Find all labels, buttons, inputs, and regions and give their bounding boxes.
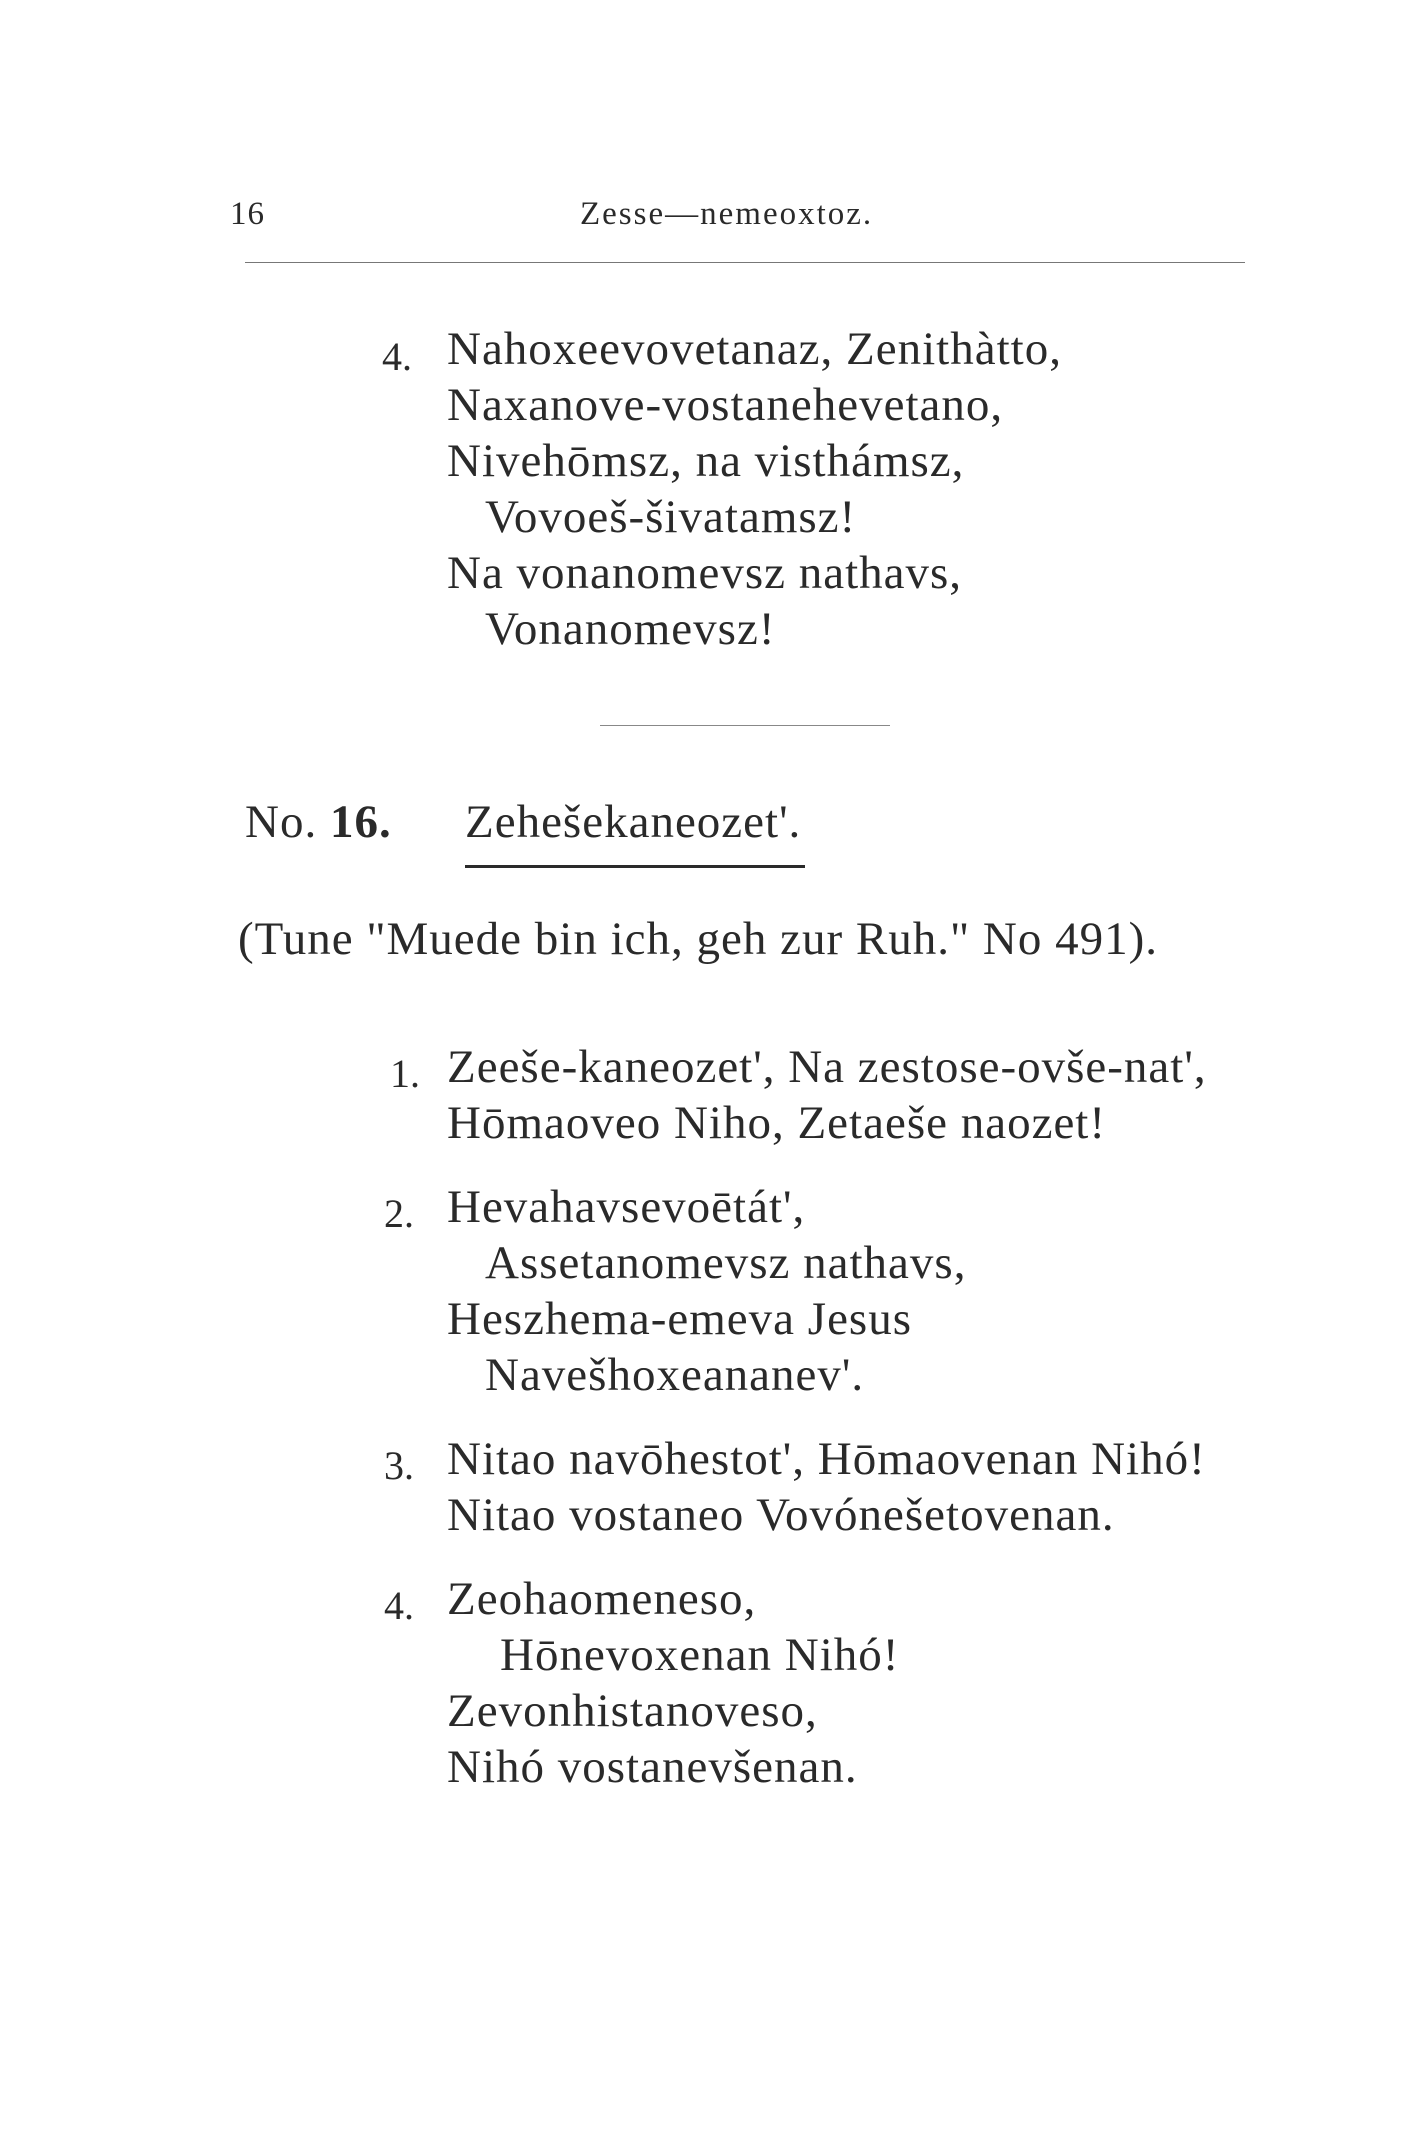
hymn-title: Zehešekaneozet'. — [465, 796, 802, 848]
verse-line: Zeohaomeneso, — [447, 1573, 757, 1625]
verse-line: Nivehōmsz, na visthámsz, — [447, 435, 965, 487]
hymn-number — [245, 795, 392, 849]
verse-line: Assetanomevsz nathavs, — [485, 1237, 967, 1289]
verse-number: 1. — [390, 1051, 420, 1096]
verse-line: Hōmaoveo Niho, Zetaeše naozet! — [447, 1097, 1107, 1149]
running-title: Zesse—nemeoxtoz. — [580, 196, 874, 232]
verse-number: 4. — [384, 1583, 414, 1628]
verse-line: Vonanomevsz! — [485, 603, 776, 655]
hymn-number-value: 16. — [329, 796, 392, 848]
verse-line: Hōnevoxenan Nihó! — [500, 1629, 900, 1681]
verse-line: Zevonhistanoveso, — [447, 1685, 818, 1737]
verse-line: Naxanove-vostanehevetano, — [447, 379, 1004, 431]
verse-line: Na vonanomevsz nathavs, — [447, 547, 963, 599]
verse-line: Nihó vostanevšenan. — [447, 1741, 858, 1793]
verse-number: 4. — [382, 334, 412, 379]
verse-line: Nitao navōhestot', Hōmaovenan Nihó! — [447, 1433, 1206, 1485]
verse-line: Zeeše-kaneozet', Na zestose-ovše-nat', — [447, 1041, 1207, 1093]
verse-line: Navešhoxeananev'. — [485, 1349, 865, 1401]
tune-reference: (Tune "Muede bin ich, geh zur Ruh." No 491). — [238, 913, 1158, 965]
verse-line: Heszhema-emeva Jesus — [447, 1293, 913, 1345]
header-rule — [245, 262, 1245, 263]
section-divider — [600, 725, 890, 726]
verse-number: 2. — [384, 1191, 414, 1236]
hymn-number-prefix: No. — [245, 796, 318, 848]
page-number: 16 — [230, 196, 265, 232]
verse-number: 3. — [384, 1443, 414, 1488]
verse-line: Vovoeš-šivatamsz! — [485, 491, 857, 543]
verse-line: Nitao vostaneo Vovónešetovenan. — [447, 1489, 1115, 1541]
verse-line: Hevahavsevoētát', — [447, 1181, 806, 1233]
hymn-title-underline — [465, 865, 805, 868]
verse-line: Nahoxeevovetanaz, Zenithàtto, — [447, 323, 1062, 375]
